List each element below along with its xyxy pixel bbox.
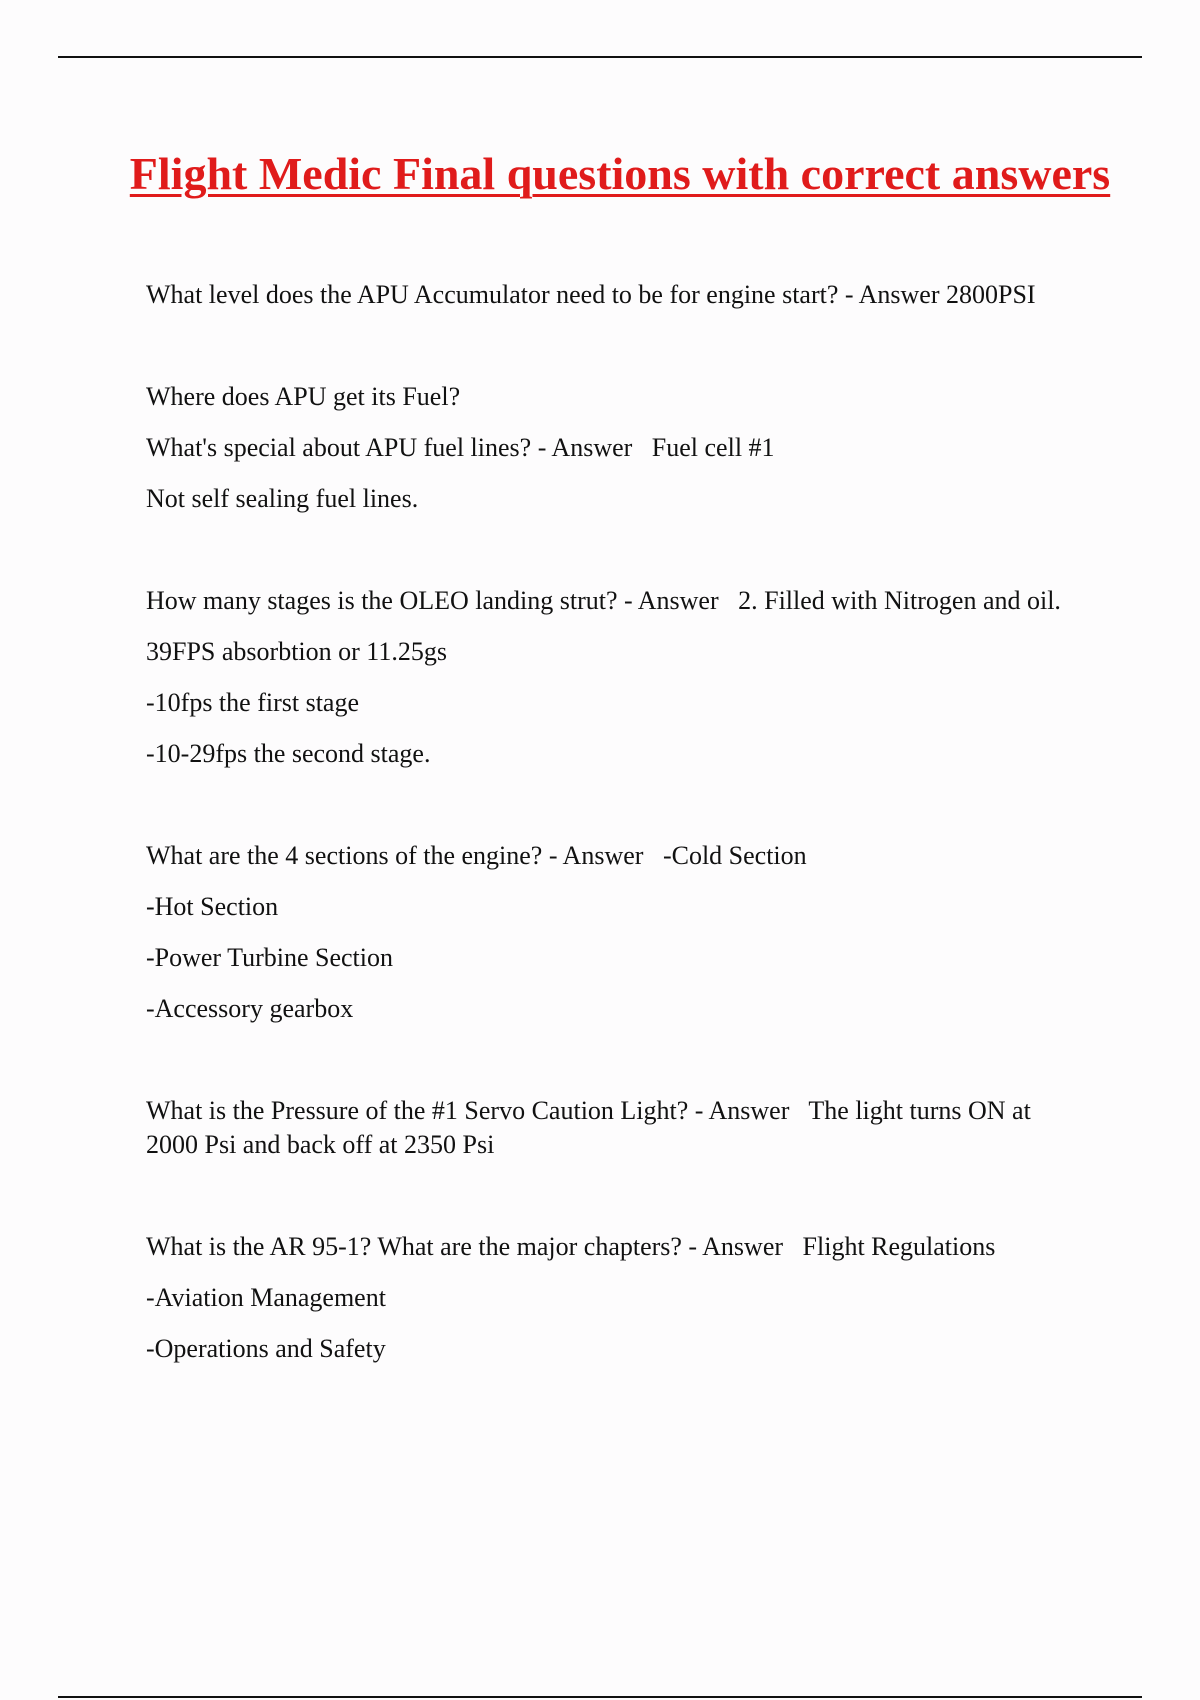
- answer-line: -Accessory gearbox: [146, 994, 354, 1023]
- answer-line: -Hot Section: [146, 892, 279, 921]
- qa-paragraph: [146, 1094, 1086, 1162]
- qa-entry-1: [146, 278, 1086, 312]
- answer-text: Fuel cell #1: [632, 433, 775, 462]
- qa-entry-6: [146, 1230, 1086, 1366]
- question-text: Where does APU get its Fuel?: [146, 382, 461, 411]
- question-text: What level does the APU Accumulator need to be for engine start? - Answer: [146, 280, 940, 309]
- qa-paragraph: [146, 431, 1086, 465]
- answer-line: 39FPS absorbtion or 11.25gs: [146, 637, 447, 666]
- qa-entry-4: [146, 839, 1086, 1026]
- question-text: What is the AR 95-1? What are the major chapters? - Answer: [146, 1232, 784, 1261]
- qa-entry-3: [146, 584, 1086, 771]
- footer-rule: [58, 1696, 1142, 1698]
- qa-entry-2: [146, 380, 1086, 516]
- answer-text: 2800PSI: [939, 280, 1036, 309]
- answer-text: Flight Regulations: [783, 1232, 996, 1261]
- qa-entry-5: [146, 1094, 1086, 1162]
- qa-paragraph: [146, 278, 1086, 312]
- question-text: How many stages is the OLEO landing strut? - Answer: [146, 586, 719, 615]
- qa-paragraph: [146, 839, 1086, 873]
- question-text: What are the 4 sections of the engine? - Answer: [146, 841, 644, 870]
- document-body: [146, 278, 1086, 1366]
- header-rule: [58, 56, 1142, 58]
- answer-text: -Cold Section: [643, 841, 807, 870]
- answer-line: -Operations and Safety: [146, 1334, 386, 1363]
- answer-line: -Power Turbine Section: [146, 943, 393, 972]
- answer-line: -10fps the first stage: [146, 688, 360, 717]
- answer-line: -10-29fps the second stage.: [146, 739, 431, 768]
- document-title: Flight Medic Final questions with correct answers: [129, 148, 1111, 199]
- answer-line: -Aviation Management: [146, 1283, 386, 1312]
- answer-line: Not self sealing fuel lines.: [146, 484, 419, 513]
- answer-text: 2. Filled with Nitrogen and oil.: [718, 586, 1061, 615]
- qa-paragraph: [146, 1230, 1086, 1264]
- answer-text: The light turns ON at 2000 Psi and back off at 2350 Psi: [146, 1096, 1038, 1159]
- qa-paragraph: [146, 584, 1086, 618]
- question-text: What's special about APU fuel lines? - Answer: [146, 433, 633, 462]
- question-text: What is the Pressure of the #1 Servo Caution Light? - Answer: [146, 1096, 790, 1125]
